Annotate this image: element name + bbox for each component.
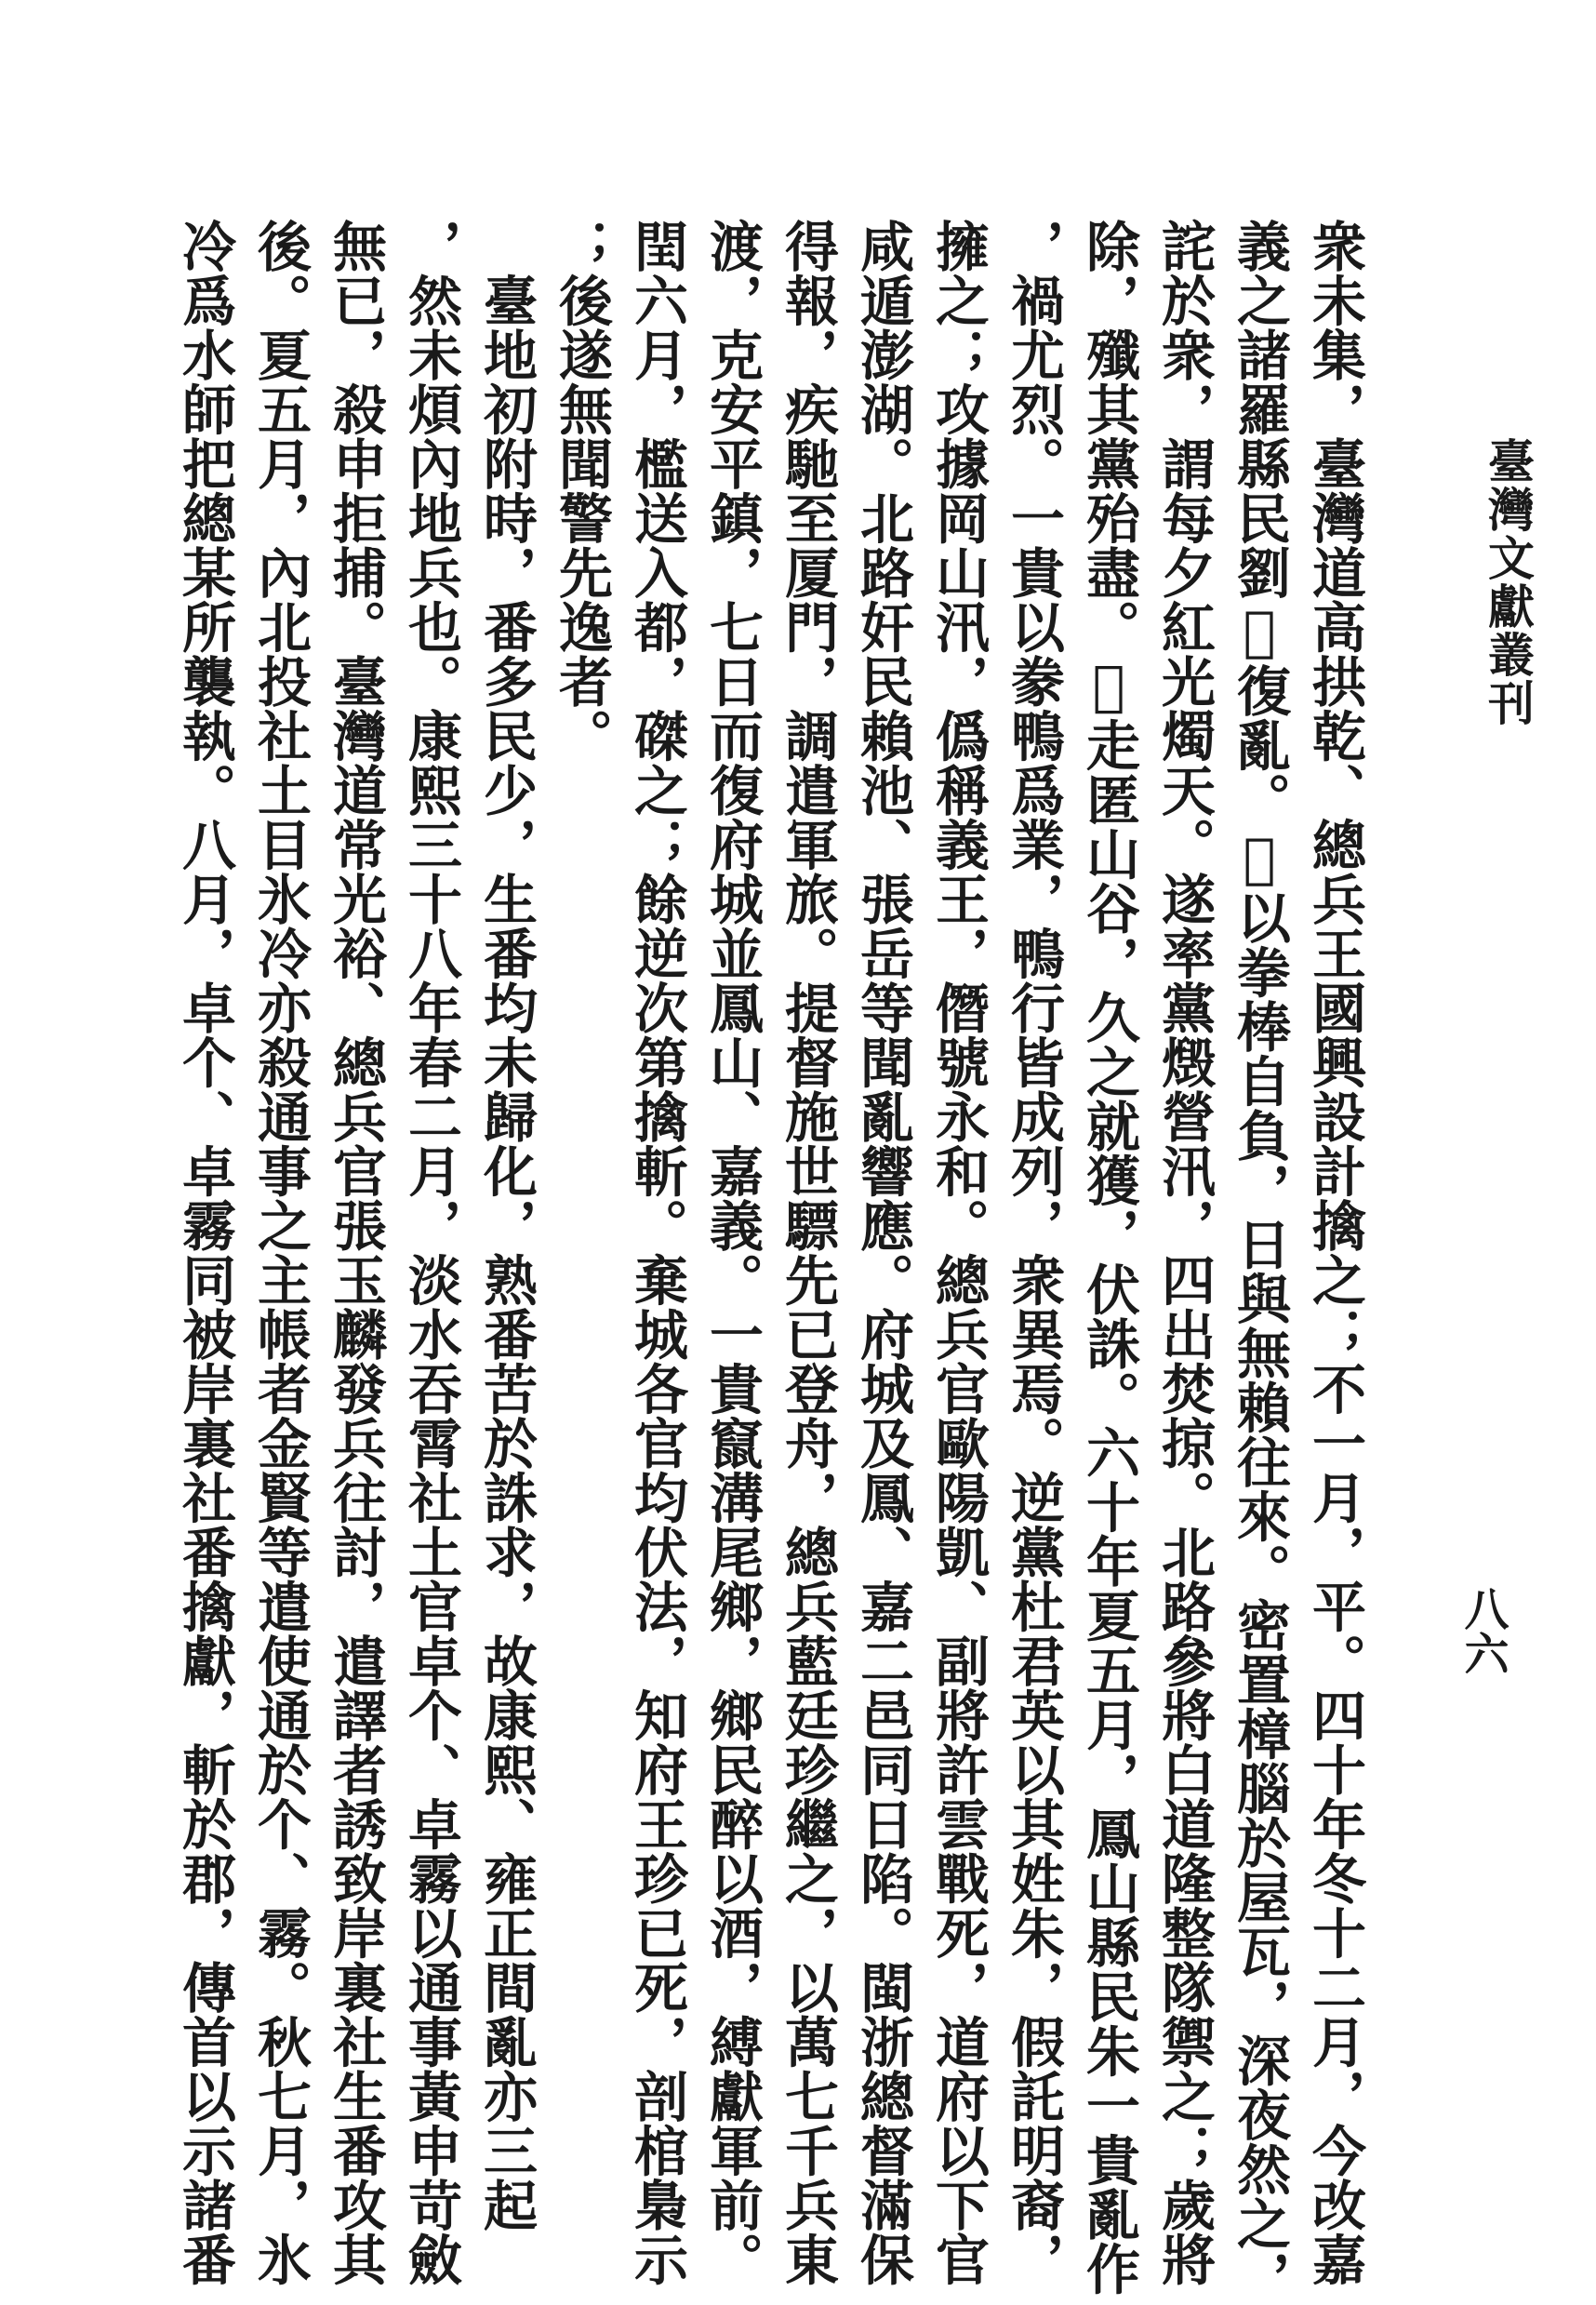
- text-column: 詫於衆，謂每夕紅光燭天。遂率黨燬營汛，四出焚掠。北路參將白道隆整隊禦之；歲將: [1152, 219, 1216, 2286]
- running-header-title: 臺灣文獻叢刊: [1481, 437, 1536, 727]
- text-column: 閏六月，檻送入都，磔之；餘逆次第擒斬。棄城各官均伏法，知府王珍已死，剖棺梟示: [625, 219, 688, 2286]
- text-column: 得報，疾馳至厦門，調遣軍旅。提督施世驃先已登舟，總兵藍廷珍繼之，以萬七千兵東: [776, 219, 839, 2286]
- text-column: ，然未煩內地兵也。康熙三十八年春二月，淡水吞霄社土官卓个、卓霧以通事黃申苛斂: [399, 219, 462, 2286]
- text-column: 渡，克安平鎮，七日而復府城並鳳山、嘉義。一貴竄溝尾鄉，鄉民醉以酒，縛獻軍前。: [700, 219, 764, 2286]
- text-column: 擁之；攻據岡山汛，僞稱義王，僭號永和。總兵官歐陽凱、副將許雲戰死，道府以下官: [926, 219, 990, 2286]
- page-number: 八六: [1456, 1586, 1509, 1675]
- text-column: 衆未集，臺灣道高拱乾、總兵王國興設計擒之；不一月，平。四十年冬十二月，今改嘉: [1303, 219, 1366, 2286]
- text-column: 咸遁澎湖。北路奸民賴池、張岳等聞亂響應。府城及鳳、嘉二邑同日陷。閩浙總督滿保: [851, 219, 914, 2286]
- text-column: 義之諸羅縣民劉𨺚復亂。𨺚以拳棒自負，日與無賴往來。密置樟腦於屋瓦，深夜然之，: [1228, 219, 1291, 2305]
- text-column: ，禍尤烈。一貴以豢鴨爲業，鴨行皆成列，衆異焉。逆黨杜君英以其姓朱，假託明裔，: [1002, 219, 1065, 2286]
- text-column: 除，殲其黨殆盡。𨺚走匿山谷，久之就獲，伏誅。六十年夏五月，鳳山縣民朱一貴亂作: [1077, 219, 1140, 2296]
- text-column: ；後遂無聞警先逸者。: [550, 219, 613, 763]
- text-column: 冷爲水師把總某所襲執。八月，卓个、卓霧同被岸裏社番擒獻，斬於郡，傳首以示諸番: [173, 219, 236, 2286]
- text-column: 臺地初附時，番多民少，生番均未歸化，熟番苦於誅求，故康熙、雍正間亂亦三起: [474, 219, 538, 2232]
- text-column: 無已，殺申拒捕。臺灣道常光裕、總兵官張玉麟發兵往討，遣譯者誘致岸裏社生番攻其: [324, 219, 387, 2286]
- text-column: 後。夏五月，內北投社土目氷冷亦殺通事之主帳者金賢等遣使通於个、霧。秋七月，氷: [248, 219, 312, 2286]
